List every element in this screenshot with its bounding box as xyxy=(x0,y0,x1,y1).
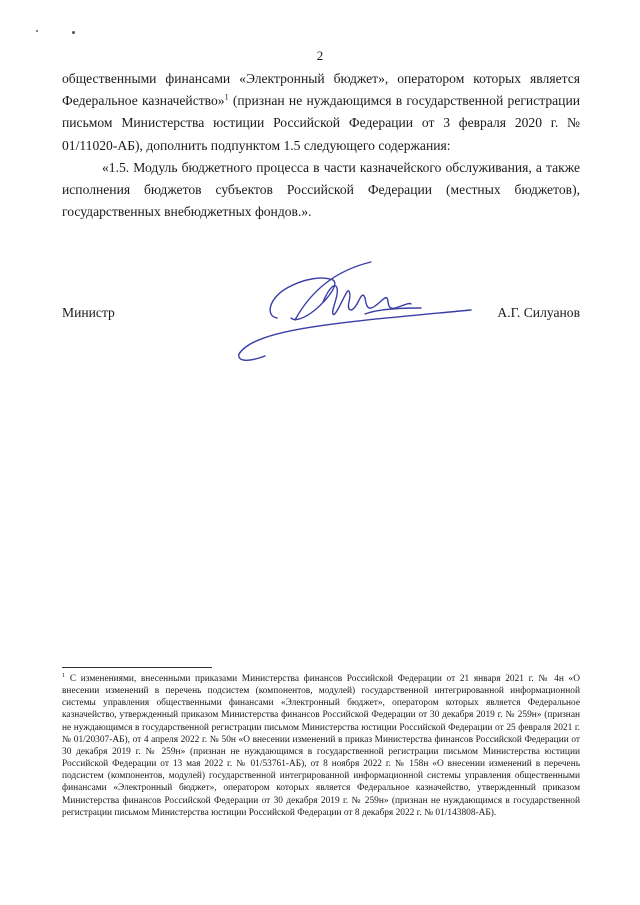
signatory-name: А.Г. Силуанов xyxy=(497,305,580,320)
handwritten-signature xyxy=(225,258,475,368)
document-body xyxy=(62,68,580,223)
page-number: 2 xyxy=(316,48,324,63)
paragraph-text: (признан не нуждающимся в государственной регистрации письмом Министерства юстиции Российской Федерации от 3 февраля 2020 г. № 01/11020-АБ), дополнить подпунктом 1.5 следующего содержания: xyxy=(62,93,580,153)
scan-speck xyxy=(72,31,75,34)
signatory-title: Министр xyxy=(62,305,115,320)
scan-speck xyxy=(36,30,38,32)
paragraph-text: общественными финансами «Электронный бюджет», оператором которых является Федеральное казначейство» xyxy=(62,71,580,109)
footnote-marker: 1 xyxy=(62,671,66,679)
footnote-separator xyxy=(62,667,212,668)
footnote xyxy=(62,673,580,819)
footnote-text: С изменениями, внесенными приказами Министерства финансов Российской Федерации от 21 января 2021 г. № 4н «О внесении изменений в перечень подсистем (компонентов, модулей) государственной интегрированной информационной системы управления общественными финансами «Электронный бюджет», оператором которых является Федеральное казначейство, утвержденный приказом Министерства финансов Российской Федерации от 30 декабря 2019 г. № 259н» (признан не нуждающимся в государственной регистрации письмом Министерства юстиции Российской Федерации от 25 февраля 2021 г. № 01/20307-АБ), от 4 апреля 2022 г. № 50н «О внесении изменений в приказ Министерства финансов Российской Федерации от 30 декабря 2019 г. № 259н» (признан не нуждающимся в государственной регистрации письмом Министерства юстиции Российской Федерации от 13 мая 2022 г. № 01/53761-АБ), от 8 ноября 2022 г. № 158н «О внесении изменений в перечень подсистем (компонентов, модулей) государственной интегрированной информационной системы управления общественными финансами «Электронный бюджет», оператором которых является Федеральное казначейство, утвержденный приказом Министерства финансов Российской Федерации от 30 декабря 2019 г. № 259н» (признан не нуждающимся в государственной регистрации письмом Министерства юстиции Российской Федерации от 8 декабря 2022 г. № 01/143808-АБ). xyxy=(62,674,580,818)
paragraph-continuation xyxy=(62,68,580,157)
footnote-reference: 1 xyxy=(224,92,229,102)
paragraph-amendment: «1.5. Модуль бюджетного процесса в части казначейского обслуживания, а также исполнения бюджетов субъектов Российской Федерации (местных бюджетов), государственных внебюджетных фондов.». xyxy=(62,159,580,220)
